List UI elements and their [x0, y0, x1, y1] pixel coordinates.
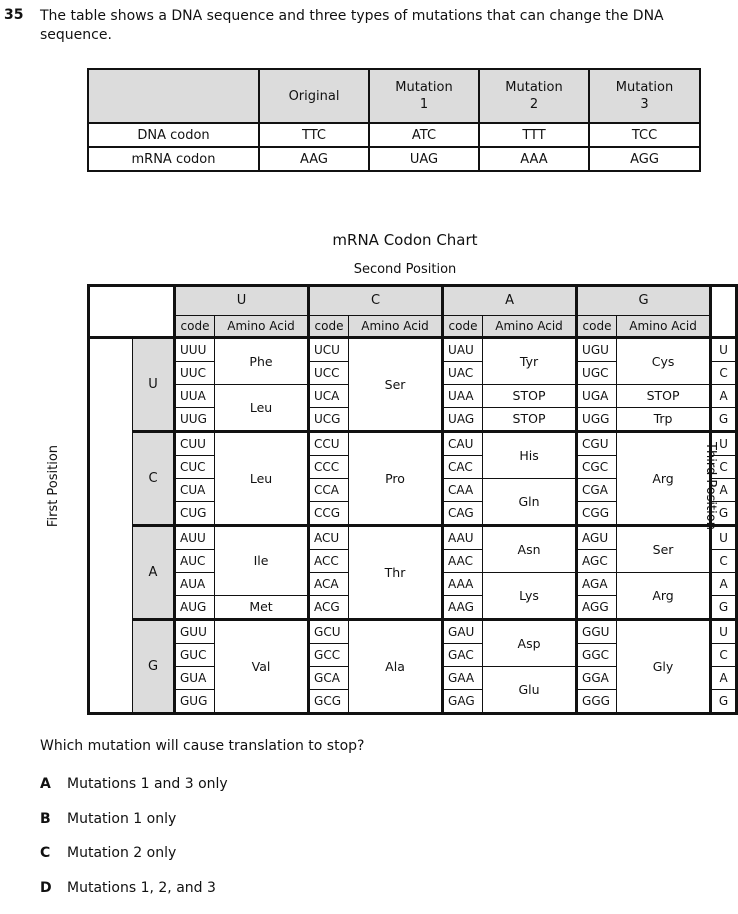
amino-acid: Pro — [349, 432, 443, 526]
codon-code: UAG — [443, 408, 483, 432]
codon-code: CAG — [443, 502, 483, 526]
codon-code: UAU — [443, 338, 483, 362]
amino-acid-column-header: Amino Acid — [349, 316, 443, 338]
cell-mrna-original: AAG — [259, 147, 369, 171]
codon-code: ACU — [309, 526, 349, 550]
codon-code: GCU — [309, 620, 349, 644]
codon-code: GUU — [175, 620, 215, 644]
amino-acid: Trp — [617, 408, 711, 432]
codon-chart-table — [87, 284, 738, 715]
codon-code: UGA — [577, 385, 617, 408]
answer-letter: C — [40, 845, 67, 861]
codon-code: GGU — [577, 620, 617, 644]
second-base-g: G — [577, 286, 711, 316]
third-position-label: Third Position — [700, 396, 720, 576]
codon-code: AGA — [577, 573, 617, 596]
answer-choice-a[interactable] — [40, 776, 228, 811]
codon-code: AGG — [577, 596, 617, 620]
amino-acid: Gly — [617, 620, 711, 714]
amino-acid: STOP — [617, 385, 711, 408]
first-base-a: A — [133, 526, 175, 620]
cell-mrna-mutation-1: UAG — [369, 147, 479, 171]
third-base: U — [711, 432, 737, 456]
amino-acid: Lys — [483, 573, 577, 620]
amino-acid: His — [483, 432, 577, 479]
codon-code: AGC — [577, 550, 617, 573]
codon-code: CGG — [577, 502, 617, 526]
answer-choices — [40, 776, 228, 914]
codon-code: UAA — [443, 385, 483, 408]
codon-code: GCA — [309, 667, 349, 690]
amino-acid: STOP — [483, 385, 577, 408]
cell-mrna-mutation-3: AGG — [589, 147, 700, 171]
code-column-header: code — [443, 316, 483, 338]
codon-code: AGU — [577, 526, 617, 550]
question-prompt: Which mutation will cause translation to stop? — [40, 738, 364, 754]
codon-chart-corner — [89, 286, 175, 338]
third-base: C — [711, 362, 737, 385]
codon-code: GCG — [309, 690, 349, 714]
answer-text: Mutations 1, 2, and 3 — [67, 880, 216, 896]
codon-code: ACG — [309, 596, 349, 620]
codon-code: UAC — [443, 362, 483, 385]
header-mutation-3 — [589, 69, 700, 123]
codon-code: AAG — [443, 596, 483, 620]
codon-code: GUG — [175, 690, 215, 714]
third-base: G — [711, 502, 737, 526]
second-base-a: A — [443, 286, 577, 316]
codon-code: CUC — [175, 456, 215, 479]
cell-dna-mutation-2: TTT — [479, 123, 589, 147]
codon-code: AAC — [443, 550, 483, 573]
third-base: C — [711, 550, 737, 573]
first-base-c: C — [133, 432, 175, 526]
second-base-c: C — [309, 286, 443, 316]
third-base: U — [711, 620, 737, 644]
codon-code: UCU — [309, 338, 349, 362]
codon-code: GGC — [577, 644, 617, 667]
codon-code: AUA — [175, 573, 215, 596]
amino-acid: Tyr — [483, 338, 577, 385]
codon-code: CAA — [443, 479, 483, 502]
amino-acid: STOP — [483, 408, 577, 432]
answer-choice-c[interactable] — [40, 845, 228, 880]
third-base: C — [711, 644, 737, 667]
second-position-label: Second Position — [300, 262, 510, 277]
header-mutation-2 — [479, 69, 589, 123]
codon-code: GAC — [443, 644, 483, 667]
codon-code: UGU — [577, 338, 617, 362]
first-position-label: First Position — [44, 396, 64, 576]
third-base: U — [711, 526, 737, 550]
codon-code: AUU — [175, 526, 215, 550]
header-original: Original — [259, 69, 369, 123]
codon-code: AAA — [443, 573, 483, 596]
codon-code: GCC — [309, 644, 349, 667]
second-base-u: U — [175, 286, 309, 316]
amino-acid: Gln — [483, 479, 577, 526]
amino-acid: Arg — [617, 432, 711, 526]
cell-dna-mutation-3: TCC — [589, 123, 700, 147]
codon-code: CAU — [443, 432, 483, 456]
answer-choice-b[interactable] — [40, 811, 228, 846]
header-mutation-2-text: Mutation 2 — [504, 79, 564, 113]
codon-chart-corner-right — [711, 286, 737, 338]
amino-acid: Leu — [215, 432, 309, 526]
amino-acid: Asp — [483, 620, 577, 667]
codon-code: GGA — [577, 667, 617, 690]
first-base-g: G — [133, 620, 175, 714]
answer-letter: A — [40, 776, 67, 792]
header-mutation-1-text: Mutation 1 — [394, 79, 454, 113]
question-text: The table shows a DNA sequence and three types of mutations that can change the DNA sequence. — [40, 7, 720, 45]
amino-acid-column-header: Amino Acid — [483, 316, 577, 338]
third-base: A — [711, 385, 737, 408]
codon-code: UUA — [175, 385, 215, 408]
cell-dna-mutation-1: ATC — [369, 123, 479, 147]
cell-dna-original: TTC — [259, 123, 369, 147]
code-column-header: code — [175, 316, 215, 338]
third-base: G — [711, 408, 737, 432]
codon-code: CCG — [309, 502, 349, 526]
answer-choice-d[interactable] — [40, 880, 228, 914]
amino-acid: Thr — [349, 526, 443, 620]
answer-text: Mutation 1 only — [67, 811, 176, 827]
third-base: G — [711, 690, 737, 714]
first-base-u: U — [133, 338, 175, 432]
codon-code: UCG — [309, 408, 349, 432]
header-mutation-3-text: Mutation 3 — [615, 79, 675, 113]
codon-code: CGA — [577, 479, 617, 502]
third-base: A — [711, 479, 737, 502]
amino-acid: Met — [215, 596, 309, 620]
codon-code: CGC — [577, 456, 617, 479]
answer-letter: D — [40, 880, 67, 896]
amino-acid-column-header: Amino Acid — [617, 316, 711, 338]
third-base: U — [711, 338, 737, 362]
answer-text: Mutation 2 only — [67, 845, 176, 861]
codon-code: CCC — [309, 456, 349, 479]
third-base: C — [711, 456, 737, 479]
codon-code: GAG — [443, 690, 483, 714]
third-base: G — [711, 596, 737, 620]
codon-code: AUG — [175, 596, 215, 620]
codon-code: CCA — [309, 479, 349, 502]
codon-code: ACA — [309, 573, 349, 596]
amino-acid: Leu — [215, 385, 309, 432]
codon-code: AAU — [443, 526, 483, 550]
codon-code: GGG — [577, 690, 617, 714]
amino-acid: Glu — [483, 667, 577, 714]
codon-code: UCC — [309, 362, 349, 385]
codon-code: UUC — [175, 362, 215, 385]
codon-code: CUG — [175, 502, 215, 526]
row-label-dna: DNA codon — [88, 123, 259, 147]
amino-acid: Ser — [617, 526, 711, 573]
cell-mrna-mutation-2: AAA — [479, 147, 589, 171]
codon-code: GUC — [175, 644, 215, 667]
codon-code: CCU — [309, 432, 349, 456]
codon-code: GAA — [443, 667, 483, 690]
codon-code: UGG — [577, 408, 617, 432]
amino-acid: Ala — [349, 620, 443, 714]
mutation-table — [87, 68, 701, 172]
amino-acid: Cys — [617, 338, 711, 385]
header-mutation-1 — [369, 69, 479, 123]
codon-code: UUG — [175, 408, 215, 432]
amino-acid: Phe — [215, 338, 309, 385]
codon-code: CUA — [175, 479, 215, 502]
amino-acid: Asn — [483, 526, 577, 573]
codon-code: AUC — [175, 550, 215, 573]
codon-code: ACC — [309, 550, 349, 573]
codon-code: CAC — [443, 456, 483, 479]
answer-text: Mutations 1 and 3 only — [67, 776, 228, 792]
code-column-header: code — [309, 316, 349, 338]
codon-code: GUA — [175, 667, 215, 690]
amino-acid: Ser — [349, 338, 443, 432]
codon-code: UCA — [309, 385, 349, 408]
mutation-table-corner — [88, 69, 259, 123]
row-label-mrna: mRNA codon — [88, 147, 259, 171]
first-position-spacer — [89, 338, 133, 714]
answer-letter: B — [40, 811, 67, 827]
codon-code: CGU — [577, 432, 617, 456]
codon-code: GAU — [443, 620, 483, 644]
third-base: A — [711, 573, 737, 596]
codon-chart-title: mRNA Codon Chart — [300, 231, 510, 249]
codon-code: UGC — [577, 362, 617, 385]
amino-acid: Ile — [215, 526, 309, 596]
code-column-header: code — [577, 316, 617, 338]
question-number: 35 — [4, 7, 23, 23]
amino-acid: Val — [215, 620, 309, 714]
amino-acid-column-header: Amino Acid — [215, 316, 309, 338]
codon-code: CUU — [175, 432, 215, 456]
amino-acid: Arg — [617, 573, 711, 620]
codon-code: UUU — [175, 338, 215, 362]
third-base: A — [711, 667, 737, 690]
